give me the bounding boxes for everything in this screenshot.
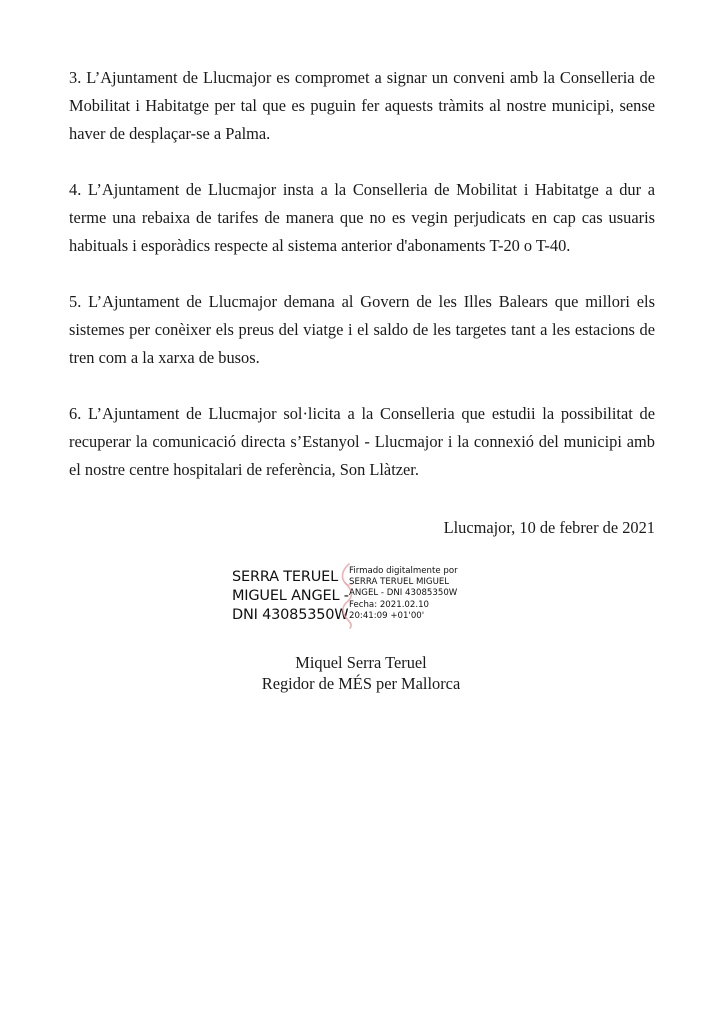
signature-detail-line: 20:41:09 +01'00' bbox=[349, 610, 425, 621]
signature-detail-line: Fecha: 2021.02.10 bbox=[349, 599, 430, 610]
signature-name-line: DNI 43085350W bbox=[232, 607, 349, 623]
signature-detail-line: SERRA TERUEL MIGUEL bbox=[349, 577, 450, 588]
paragraph-5: 5. L’Ajuntament de Llucmajor demana al Govern de les Illes Balears que millori els sistemes per conèixer els preus del viatge i el saldo de les targetes tant a les estacions de tren com a la xarxa de busos. bbox=[69, 292, 655, 367]
date-line: Llucmajor, 10 de febrer de 2021 bbox=[443, 518, 655, 537]
signer-role: Regidor de MÉS per Mallorca bbox=[261, 674, 461, 693]
paragraph-6: 6. L’Ajuntament de Llucmajor sol·licita a la Conselleria que estudii la possibilitat de recuperar la comunicació directa s’Estanyol - Llucmajor i la connexió del municipi amb el nostre centre hospitalari de referència, Son Llàtzer. bbox=[69, 404, 655, 479]
paragraph-3: 3. L’Ajuntament de Llucmajor es compromet a signar un conveni amb la Conselleria de Mobilitat i Habitatge per tal que es puguin fer aquests tràmits al nostre municipi, sense haver de desplaçar-se a Palma. bbox=[69, 68, 655, 143]
signature-name-line: MIGUEL ANGEL - bbox=[232, 588, 349, 604]
document-body bbox=[69, 64, 655, 512]
signature-detail-line: ANGEL - DNI 43085350W bbox=[349, 588, 458, 599]
signature-details bbox=[349, 566, 479, 622]
signature-detail-line: Firmado digitalmente por bbox=[349, 566, 458, 576]
paragraph-4: 4. L’Ajuntament de Llucmajor insta a la Conselleria de Mobilitat i Habitatge a dur a terme una rebaixa de tarifes de manera que no es vegin perjudicats en cap cas usuaris habituals i esporàdics respecte al sistema anterior d'abonaments T-20 o T-40. bbox=[69, 180, 655, 255]
digital-signature-stamp bbox=[232, 560, 472, 632]
signer-name: Miquel Serra Teruel bbox=[295, 653, 427, 672]
signer-block bbox=[0, 652, 724, 694]
signature-name-line: SERRA TERUEL bbox=[232, 569, 339, 585]
